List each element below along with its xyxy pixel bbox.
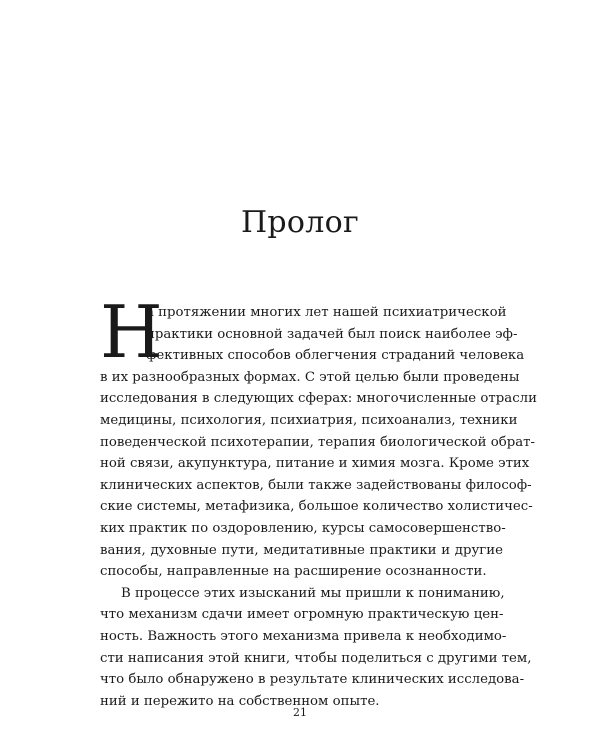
text-line: способы, направленные на расширение осознанности. (100, 564, 487, 580)
text-line: исследования в следующих сферах: многочисленные отрасли (100, 391, 537, 407)
text-line: ких практик по оздоровлению, курсы самосовершенство- (100, 520, 506, 536)
text-line: что механизм сдачи имеет огромную практическую цен- (100, 607, 504, 623)
text-line: вания, духовные пути, медитативные практики и другие (100, 542, 503, 558)
text-line: фективных способов облегчения страданий человека (146, 348, 525, 364)
page-number: 21 (293, 706, 307, 719)
text-line: клинических аспектов, были также задействованы философ- (100, 477, 532, 493)
text-line: медицины, психология, психиатрия, психоанализ, техники (100, 412, 518, 428)
text-line: ний и пережито на собственном опыте. (100, 693, 380, 709)
text-line: в их разнообразных формах. С этой целью были проведены (100, 369, 520, 385)
paragraph-1 (100, 290, 537, 583)
text-line: поведенческой психотерапии, терапия биологической обрат- (100, 434, 536, 450)
text-line: ность. Важность этого механизма привела к необходимо- (100, 628, 507, 644)
text-line: сти написания этой книги, чтобы поделиться с другими тем, (100, 650, 532, 666)
drop-cap: Н (100, 290, 163, 374)
text-line: ной связи, акупунктура, питание и химия мозга. Кроме этих (100, 456, 530, 472)
text-line: а протяжении многих лет нашей психиатрической (146, 305, 507, 320)
text-line: ские системы, метафизика, большое количество холистичес- (100, 499, 533, 515)
chapter-title: Пролог (240, 205, 360, 240)
body-text (100, 290, 537, 712)
text-line: практики основной задачей был поиск наиболее эф- (146, 326, 518, 342)
text-line: В процессе этих изысканий мы пришли к пониманию, (121, 585, 505, 601)
text-line: что было обнаружено в результате клинических исследова- (100, 672, 525, 688)
paragraph-2 (100, 583, 532, 713)
